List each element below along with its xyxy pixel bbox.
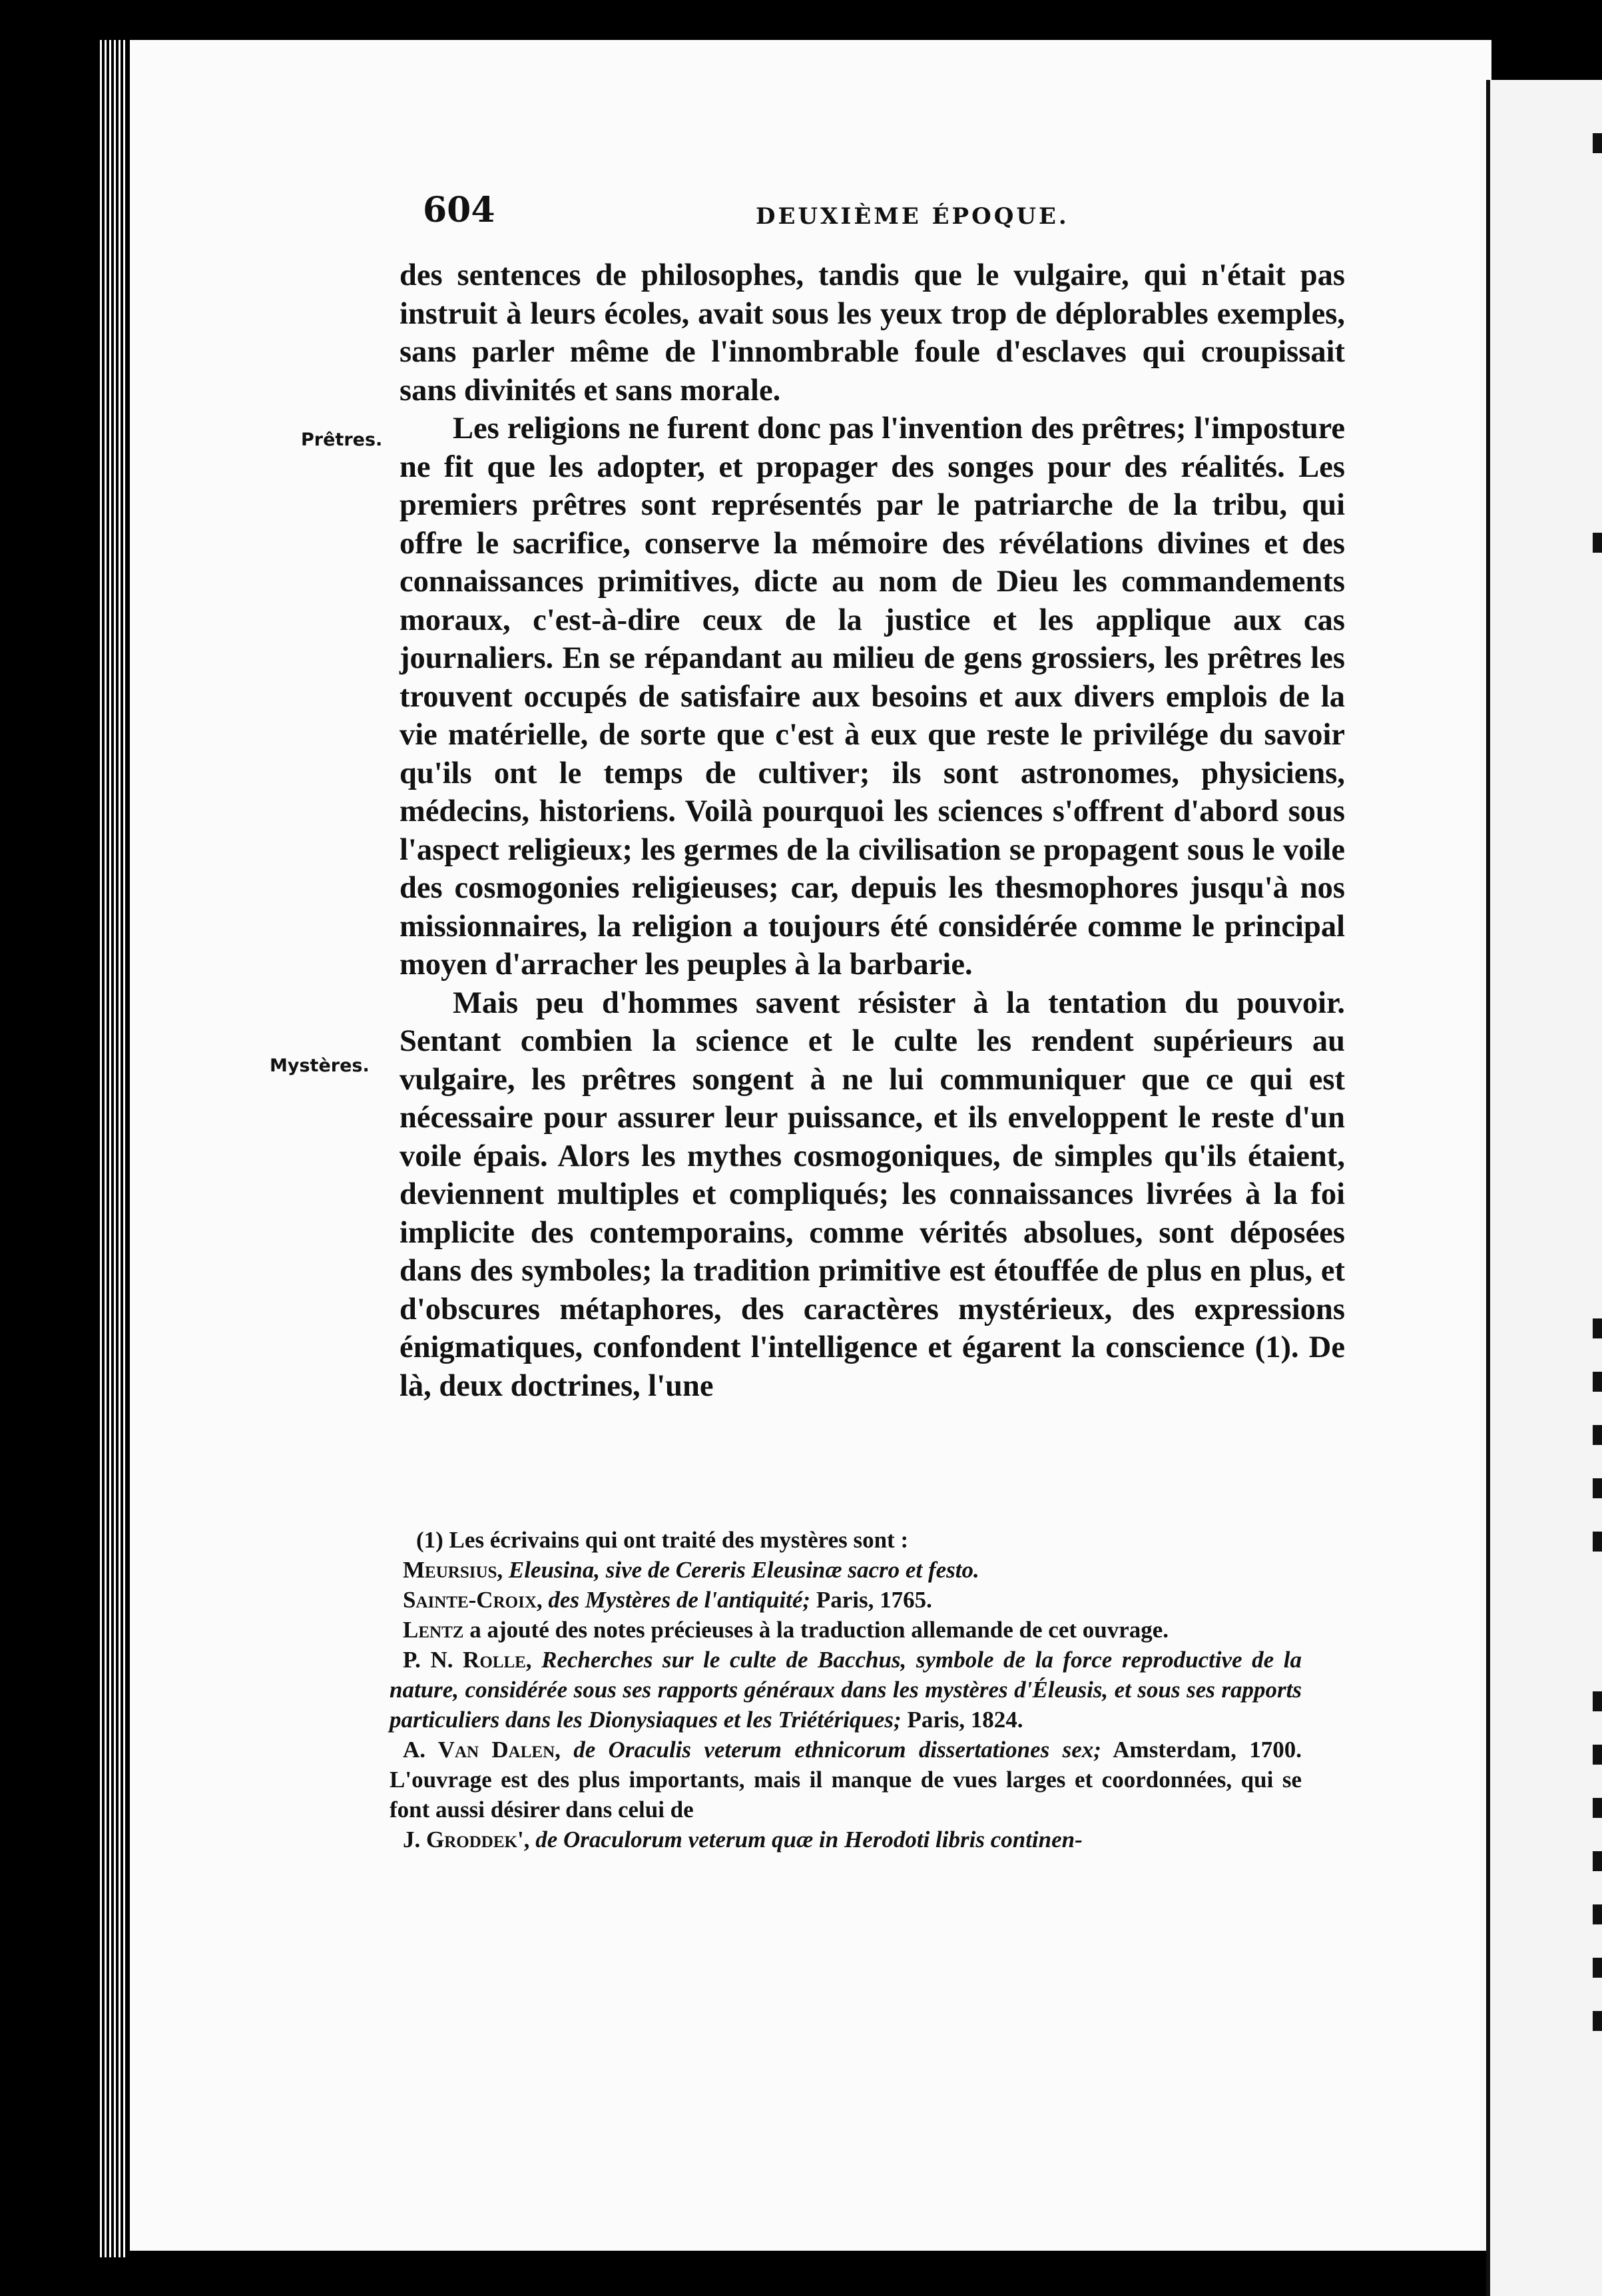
footnotes [390, 1525, 1302, 1855]
margin-note-pretres: Prêtres. [301, 430, 383, 450]
footnote-title: de Oraculis veterum ethnicorum dissertationes sex; [573, 1737, 1101, 1763]
footnote-text: Amsterdam, 1700. L'ouvrage est des plus importants, mais il manque de vues larges et coordonnées, qui se font aussi désirer dans celui de [390, 1737, 1302, 1823]
footnote-author: P. N. Rolle, [403, 1647, 532, 1673]
footnote-entry-groddek [390, 1825, 1302, 1855]
facing-page-edge [1486, 80, 1602, 2296]
footnote-title: Eleusina, sive de Cereris Eleusinæ sacro et festo. [508, 1557, 979, 1583]
footnote-entry-sainte-croix [390, 1585, 1302, 1615]
footnote-author: Lentz [403, 1617, 464, 1643]
facing-page-text-fragments [1586, 80, 1602, 2296]
footnote-imprint: Paris, 1765. [816, 1587, 932, 1613]
footnote-text: a ajouté des notes précieuses à la traduction allemande de cet ouvrage. [469, 1617, 1169, 1643]
footnote-author: Meursius, [403, 1557, 503, 1583]
footnote-entry-van-dalen [390, 1735, 1302, 1825]
page-header [423, 190, 1355, 243]
running-title: DEUXIÈME ÉPOQUE. [756, 203, 1069, 230]
footnote-imprint: Paris, 1824. [907, 1707, 1023, 1733]
paragraph-continuation: des sentences de philosophes, tandis que le vulgaire, qui n'était pas instruit à leurs écoles, avait sous les yeux trop de déplorables exemples, sans parler même de l'innombrable foule d'esclaves qui croupissait sans divinités et sans morale. [400, 258, 1345, 408]
footnote-entry-lentz [390, 1615, 1302, 1645]
footnote-intro: (1) Les écrivains qui ont traité des mystères sont : [416, 1527, 909, 1553]
footnote-title: des Mystères de l'antiquité; [548, 1587, 811, 1613]
paragraph-mysteres: Mais peu d'hommes savent résister à la tentation du pouvoir. Sentant combien la science et le culte les rendent supérieurs au vulgaire, les prêtres songent à ne lui communiquer que ce qui est nécessaire pour assurer leur puissance, et ils enveloppent le reste d'un voile épais. Alors les mythes cosmogoniques, de simples qu'ils étaient, deviennent multiples et compliqués; les connaissances livrées à la foi implicite des contemporains, comme vérités absolues, sont déposées dans des symboles; la tradition primitive est étouffée de plus en plus, et d'obscures métaphores, des caractères mystérieux, des expressions énigmatiques, confondent l'intelligence et égarent la conscience (1). De là, deux doctrines, l'une [400, 986, 1345, 1403]
footnote-entry-meursius [390, 1555, 1302, 1585]
paragraph-pretres: Les religions ne furent donc pas l'invention des prêtres; l'imposture ne fit que les adopter, et propager des songes pour des réalités. Les premiers prêtres sont représentés par le patriarche de la tribu, qui offre le sacrifice, conserve la mémoire des révélations divines et des connaissances primitives, dicte au nom de Dieu les commandements moraux, c'est-à-dire ceux de la justice et les applique aux cas journaliers. En se répandant au milieu de gens grossiers, les prêtres les trouvent occupés de satisfaire aux besoins et aux divers emplois de la vie matérielle, de sorte que c'est à eux que reste le privilége du savoir qu'ils ont le temps de cultiver; ils sont astronomes, physiciens, médecins, historiens. Voilà pourquoi les sciences s'offrent d'abord sous l'aspect religieux; les germes de la civilisation se propagent sous le voile des cosmogonies religieuses; car, depuis les thesmophores jusqu'à nos missionnaires, la religion a toujours été considérée comme le principal moyen d'arracher les peuples à la barbarie. [400, 412, 1345, 982]
margin-note-mysteres: Mystères. [270, 1055, 370, 1076]
main-text [400, 256, 1345, 1405]
footnote-author: J. Groddek', [403, 1827, 530, 1853]
footnote-title: de Oraculorum veterum quæ in Herodoti libris continen- [535, 1827, 1083, 1853]
footnote-author: A. Van Dalen, [403, 1737, 561, 1763]
footnote-entry-rolle [390, 1645, 1302, 1735]
page-stack-edge [100, 40, 127, 2257]
footnote-title: Recherches sur le culte de Bacchus, symbole de la force reproductive de la nature, considérée sous ses rapports généraux dans les mystères d'Éleusis, et sous ses rapports particuliers dans les Dionysiaques et les Triétériques; [390, 1647, 1302, 1733]
page-number: 604 [423, 190, 495, 230]
footnote-author: Sainte-Croix, [403, 1587, 543, 1613]
